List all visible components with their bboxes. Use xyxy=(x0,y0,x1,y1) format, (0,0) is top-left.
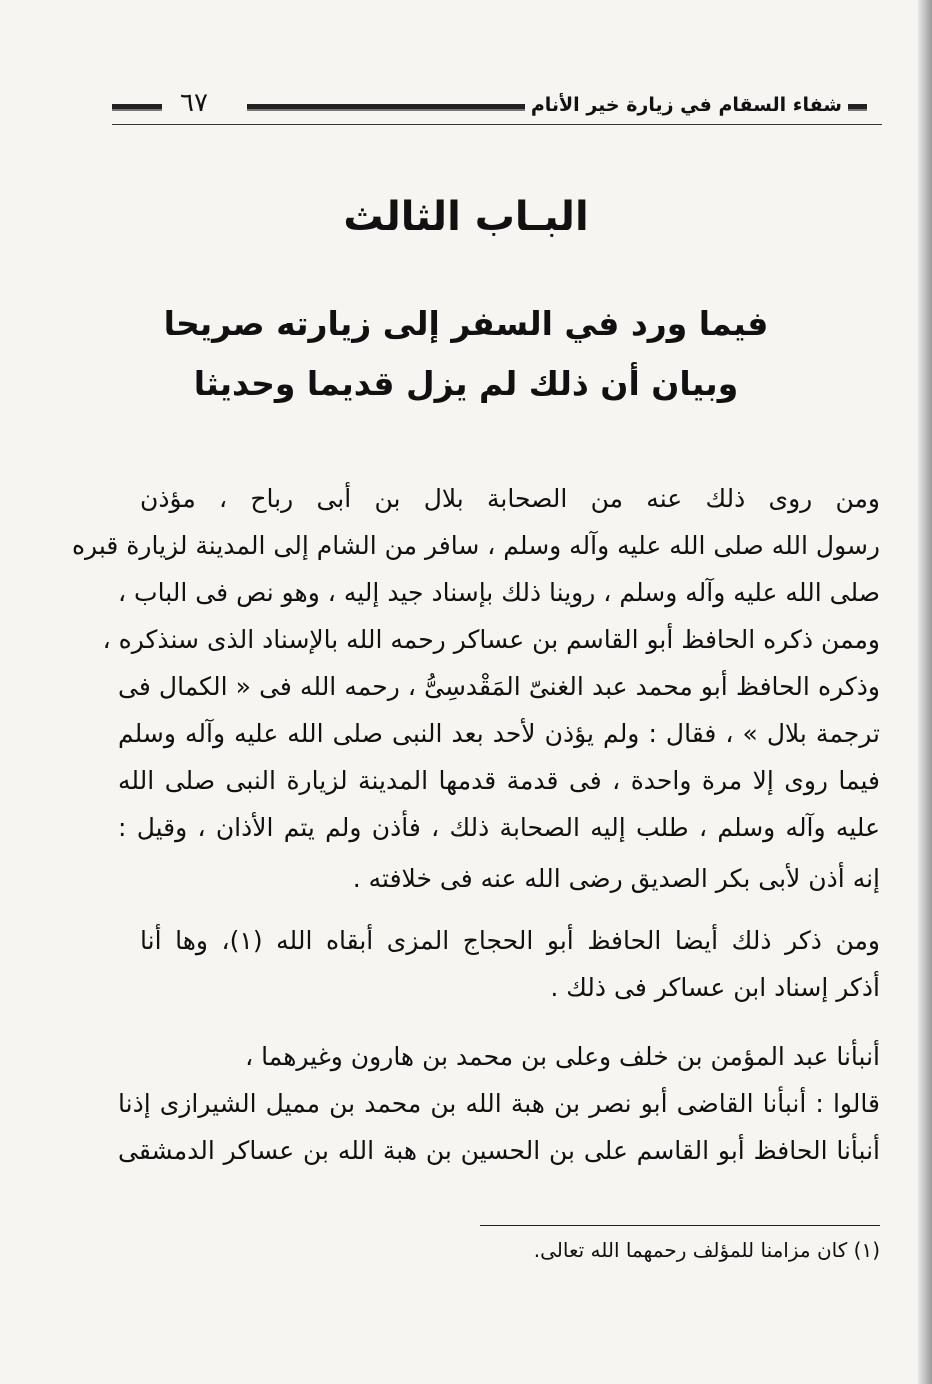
body-line: ومن ذكر ذلك أيضا الحافظ أبو الحجاج المزى أبقاه الله (١)، وها أنا xyxy=(140,926,880,955)
body-line: ومن روى ذلك عنه من الصحابة بلال بن أبى رباح ، مؤذن xyxy=(140,484,880,513)
footnote: (١) كان مزامنا للمؤلف رحمهما الله تعالى. xyxy=(533,1238,880,1262)
chapter-title: البـاب الثالث xyxy=(343,194,589,240)
body-line: وممن ذكره الحافظ أبو القاسم بن عساكر رحمه الله بالإسناد الذى سنذكره ، xyxy=(102,625,880,654)
chapter-subtitle: وبيان أن ذلك لم يزل قديما وحديثا xyxy=(193,364,739,403)
body-line: أنبأنا الحافظ أبو القاسم على بن الحسين بن هبة الله بن عساكر الدمشقى xyxy=(118,1136,880,1165)
body-line: صلى الله عليه وآله وسلم ، روينا ذلك بإسناد جيد إليه ، وهو نص فى الباب ، xyxy=(118,578,880,607)
body-line: قالوا : أنبأنا القاضى أبو نصر بن هبة الله بن محمد بن مميل الشيرازى إذنا xyxy=(118,1089,880,1118)
body-line: عليه وآله وسلم ، طلب إليه الصحابة ذلك ، فأذن ولم يتم الأذان ، وقيل : xyxy=(118,813,880,842)
body-line: أنبأنا عبد المؤمن بن خلف وعلى بن محمد بن هارون وغيرهما ، xyxy=(245,1042,880,1071)
running-header xyxy=(112,88,882,124)
body-line: إنه أذن لأبى بكر الصديق رضى الله عنه فى خلافته . xyxy=(352,864,880,893)
body-line: فيما روى إلا مرة واحدة ، فى قدمة قدمها المدينة لزيارة النبى صلى الله xyxy=(118,766,880,795)
header-rule xyxy=(112,124,882,125)
body-line: أذكر إسناد ابن عساكر فى ذلك . xyxy=(550,973,880,1002)
body-line: ترجمة بلال » ، فقال : ولم يؤذن لأحد بعد النبى صلى الله عليه وآله وسلم xyxy=(118,719,880,748)
footnote-rule xyxy=(480,1225,880,1226)
body-line: وذكره الحافظ أبو محمد عبد الغنىّ المَقْدسِىُّ ، رحمه الله فى « الكمال فى xyxy=(118,672,880,701)
header-ornament-bar xyxy=(112,104,162,111)
body-line: رسول الله صلى الله عليه وآله وسلم ، سافر من الشام إلى المدينة لزيارة قبره xyxy=(71,531,880,560)
running-title: شفاء السقام في زيارة خير الأنام xyxy=(525,94,848,116)
chapter-subtitle: فيما ورد في السفر إلى زيارته صريحا xyxy=(163,304,769,343)
page-number: ٦٧ xyxy=(174,88,214,118)
